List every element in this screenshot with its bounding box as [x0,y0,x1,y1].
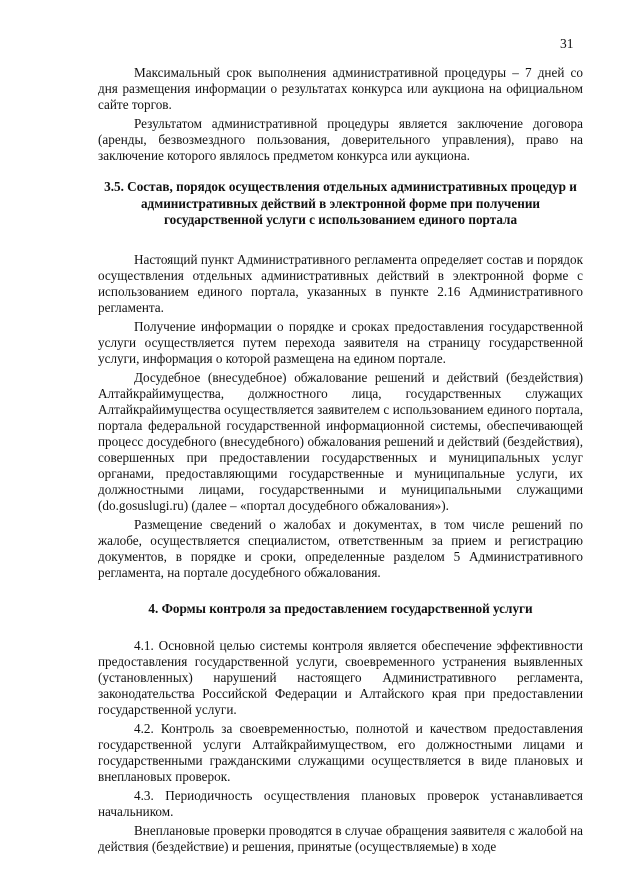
section-heading-4: 4. Формы контроля за предоставлением государственной услуги [148,600,533,616]
paragraph-4-2: 4.2. Контроль за своевременностью, полнотой и качеством предоставления государственной услуги Алтайкрайимуществом, его должностными лицами и государственными гражданскими служащими осуществляется в виде плановых и внеплановых проверок. [98,721,583,784]
paragraph-max-duration: Максимальный срок выполнения административной процедуры – 7 дней со дня размещения информации о результатах конкурса или аукциона на официальном сайте торгов. [98,65,583,112]
page-number: 31 [560,36,574,51]
paragraph-unscheduled-checks: Внеплановые проверки проводятся в случае обращения заявителя с жалобой на действия (бездействие) и решения, принятые (осуществляемые) в ходе [98,823,583,854]
document-body [98,65,583,858]
paragraph-4-3: 4.3. Периодичность осуществления плановых проверок устанавливается начальником. [98,788,583,819]
paragraph-3-5-information: Получение информации о порядке и сроках предоставления государственной услуги осуществляется путем перехода заявителя на страницу государственной услуги, информация о которой размещена на едином портале. [98,318,583,366]
paragraph-3-5-appeal: Досудебное (внесудебное) обжалование решений и действий (бездействия) Алтайкрайимущества, должностного лица, государственных служащих Алтайкрайимущества осуществляется заявителем с использованием единого портала, портала федеральной государственной информационной системы, обеспечивающей процесс досудебного (внесудебного) обжалования решений и действий (бездействия), совершенных при предоставлении государственных и муниципальных услуг органами, предоставляющими государственные и муниципальные услуги, их должностными лицами, государственными и муниципальными служащими (do.gosuslugi.ru) (далее – «портал досудебного обжалования»). [98,369,583,513]
paragraph-3-5-complaints: Размещение сведений о жалобах и документах, в том числе решений по жалобе, осуществляется специалистом, ответственным за прием и регистрацию документов, в порядке и сроки, определенные разделом 5 Административного регламента, на портале досудебного обжалования. [98,516,583,580]
paragraph-procedure-result: Результатом административной процедуры является заключение договора (аренды, безвозмездного пользования, доверительного управления), право на заключение которого являлось предметом конкурса или аукциона. [98,116,583,163]
section-heading-3-5: 3.5. Состав, порядок осуществления отдельных административных процедур и административных действий в электронной форме при получении государственной услуги с использованием единого портала [104,179,577,227]
paragraph-3-5-scope: Настоящий пункт Административного регламента определяет состав и порядок осуществления отдельных административных действий в электронной форме с использованием единого портала, указанных в пункте 2.16 Административного регламента. [98,251,583,315]
paragraph-4-1: 4.1. Основной целью системы контроля является обеспечение эффективности предоставления государственной услуги, своевременного устранения выявленных (установленных) нарушений настоящего Административного регламента, законодательства Российской Федерации и Алтайского края при предоставлении государственной услуги. [98,638,583,717]
